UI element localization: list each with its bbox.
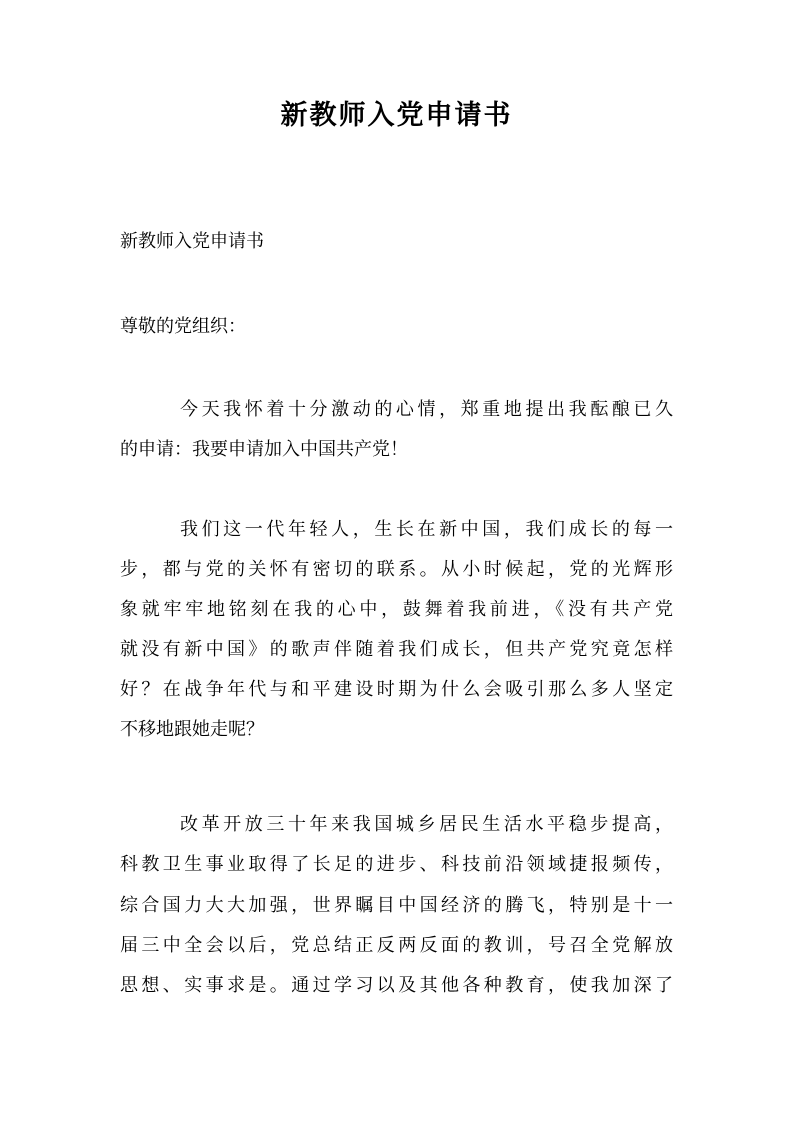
- paragraph-2-line-4: 就没有新中国》的歌声伴随着我们成长，但共产党究竟怎样: [120, 639, 673, 660]
- paragraph-3-line-1: 改革开放三十年来我国城乡居民生活水平稳步提高，: [180, 814, 673, 835]
- paragraph-3-line-4: 届三中全会以后，党总结正反两反面的教训，号召全党解放: [120, 935, 673, 956]
- paragraph-2-line-6: 不移地跟她走呢？: [120, 719, 264, 740]
- paragraph-1-line-2: 的申请：我要申请加入中国共产党！: [120, 439, 408, 460]
- paragraph-2-line-5: 好？在战争年代与和平建设时期为什么会吸引那么多人坚定: [120, 679, 673, 700]
- document-subtitle: 新教师入党申请书: [120, 231, 264, 252]
- paragraph-3-line-2: 科教卫生事业取得了长足的进步、科技前沿领域捷报频传，: [120, 854, 673, 875]
- paragraph-1-line-1: 今天我怀着十分激动的心情，郑重地提出我酝酿已久: [180, 399, 673, 420]
- paragraph-3-line-3: 综合国力大大加强，世界瞩目中国经济的腾飞，特别是十一: [120, 895, 673, 916]
- document-title: 新教师入党申请书: [280, 100, 513, 131]
- paragraph-2-line-1: 我们这一代年轻人，生长在新中国，我们成长的每一: [180, 519, 673, 540]
- paragraph-3-line-5: 思想、实事求是。通过学习以及其他各种教育，使我加深了: [120, 975, 673, 996]
- paragraph-2-line-2: 步，都与党的关怀有密切的联系。从小时候起，党的光辉形: [120, 559, 673, 580]
- paragraph-2-line-3: 象就牢牢地铭刻在我的心中，鼓舞着我前进，《没有共产党: [120, 599, 673, 620]
- salutation: 尊敬的党组织：: [120, 316, 246, 337]
